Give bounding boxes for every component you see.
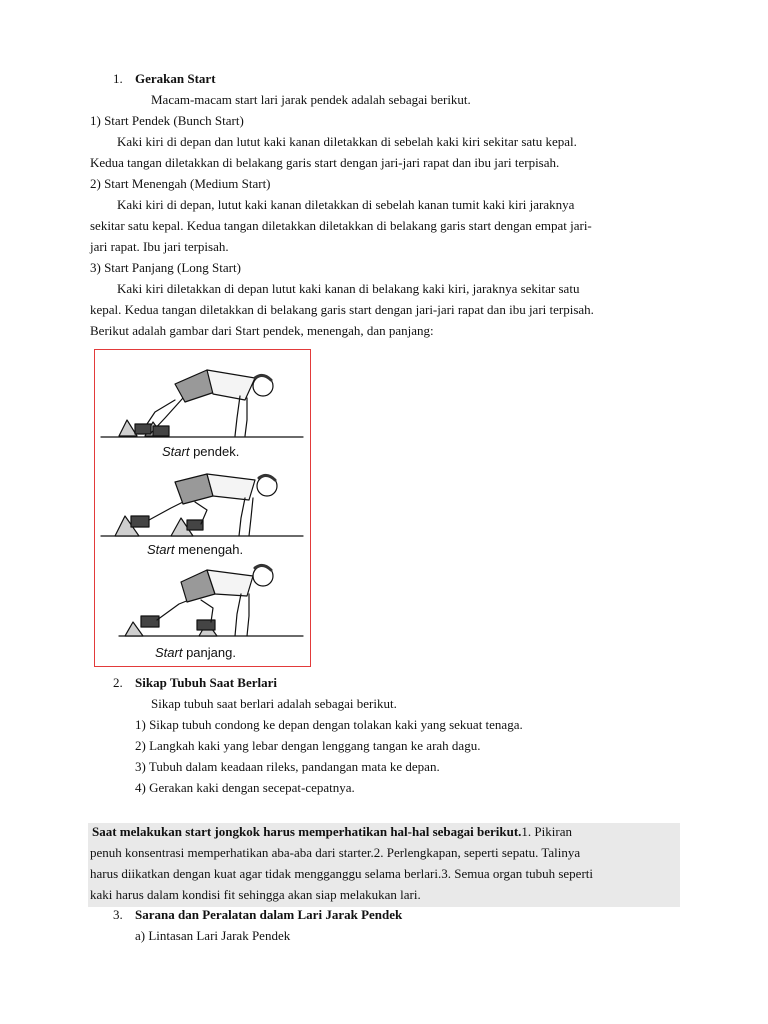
shoe [187,520,203,530]
shirt [207,474,255,500]
section1-heading: Gerakan Start [135,71,216,86]
section2-item: 2) Langkah kaki yang lebar dengan lenggang tangan ke arah dagu. [135,738,481,753]
note-line2: penuh konsentrasi memperhatikan aba-aba dari starter.2. Perlengkapan, seperti sepatu. Talinya [90,845,581,860]
figure-intro: Berikut adalah gambar dari Start pendek, menengah, dan panjang: [90,323,434,338]
shirt [207,570,253,596]
caption-start-pendek: Start pendek. [162,444,240,459]
item3-line1: Kaki kiri diletakkan di depan lutut kaki kanan di belakang kaki kiri, jaraknya sekitar satu [117,281,580,296]
item2-line1: Kaki kiri di depan, lutut kaki kanan diletakkan di sebelah kanan tumit kaki kiri jaraknya [117,197,575,212]
section3-item: a) Lintasan Lari Jarak Pendek [135,928,291,943]
section2-item: 3) Tubuh dalam keadaan rileks, pandangan mata ke depan. [135,759,440,774]
item1-title: 1) Start Pendek (Bunch Start) [90,113,244,128]
item3-line2: kepal. Kedua tangan diletakkan di belakang garis start dengan jari-jari rapat dan ibu jari terpisah. [90,302,594,317]
item2-title: 2) Start Menengah (Medium Start) [90,176,271,191]
section2-item: 1) Sikap tubuh condong ke depan dengan tolakan kaki yang sekuat tenaga. [135,717,523,732]
starting-block [125,622,143,636]
shoe [153,426,169,436]
item1-line2: Kedua tangan diletakkan di belakang garis start dengan jari-jari rapat dan ibu jari terpisah. [90,155,560,170]
section2-item: 4) Gerakan kaki dengan secepat-cepatnya. [135,780,355,795]
bunch-start-sprinter-illustration [101,370,303,437]
item2-line3: jari rapat. Ibu jari terpisah. [90,239,229,254]
section3-heading: Sarana dan Peralatan dalam Lari Jarak Pendek [135,907,403,922]
shoe [135,424,151,434]
item3-title: 3) Start Panjang (Long Start) [90,260,241,275]
section1-number: 1. [113,71,123,86]
section1-intro: Macam-macam start lari jarak pendek adalah sebagai berikut. [151,92,471,107]
section3-number: 3. [113,907,123,922]
note-line1 [92,823,572,841]
section2-intro: Sikap tubuh saat berlari adalah sebagai berikut. [151,696,397,711]
caption-start-menengah: Start menengah. [147,542,244,557]
section2-heading: Sikap Tubuh Saat Berlari [135,675,277,690]
start-illustrations [95,350,310,666]
shoe [131,516,149,527]
shoe [141,616,159,627]
caption-start-panjang: Start panjang. [155,645,236,660]
medium-start-sprinter-illustration [101,474,303,536]
note-line1-rest: 1. Pikiran [521,824,572,839]
item2-line2: sekitar satu kepal. Kedua tangan diletakkan diletakkan di belakang garis start dengan empat jari- [90,218,592,233]
long-start-sprinter-illustration [119,565,303,636]
note-line3: harus diikatkan dengan kuat agar tidak mengganggu selama berlari.3. Semua organ tubuh seperti [90,866,593,881]
section2-number: 2. [113,675,123,690]
start-positions-figure [94,349,311,667]
shorts [175,474,213,504]
item1-line1: Kaki kiri di depan dan lutut kaki kanan diletakkan di sebelah kaki kiri sekitar satu kepal. [117,134,577,149]
note-bold-lead: Saat melakukan start jongkok harus memperhatikan hal-hal sebagai berikut. [92,824,522,839]
shirt [207,370,255,400]
shoe [197,620,215,630]
starting-block [119,420,137,436]
note-line4: kaki harus dalam kondisi fit sehingga akan siap melakukan lari. [90,887,421,902]
